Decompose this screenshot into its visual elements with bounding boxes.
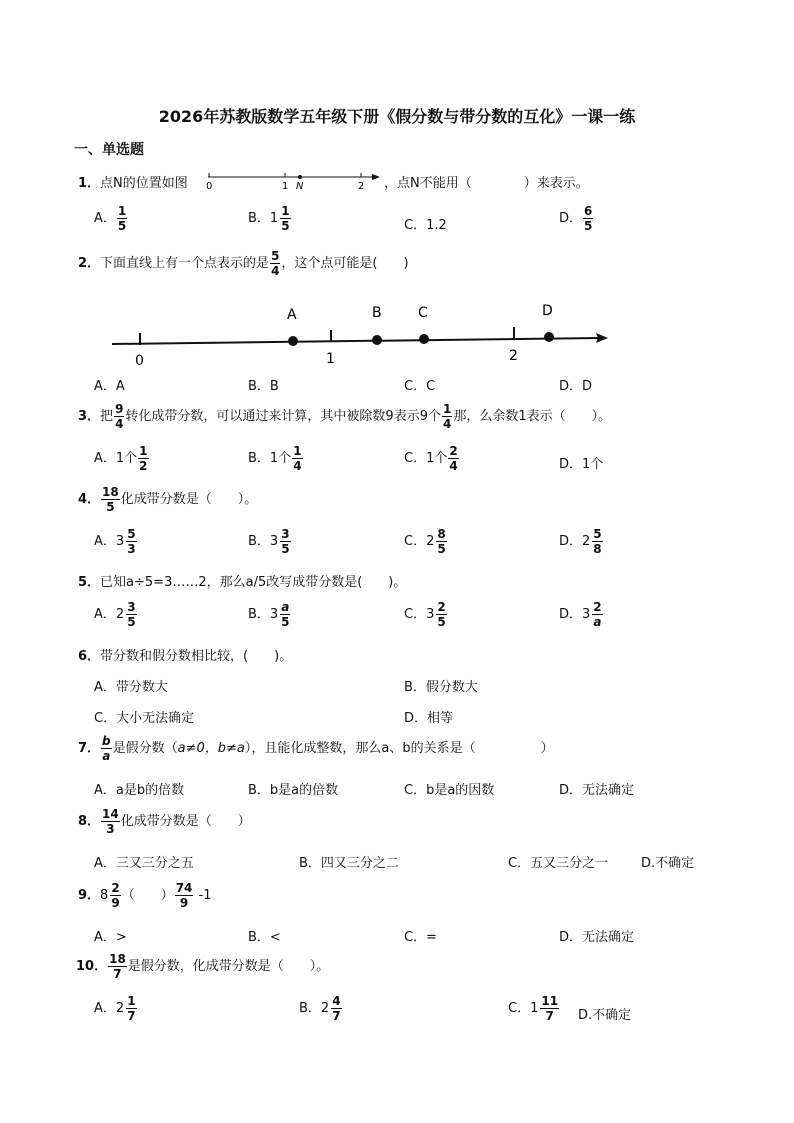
option-d[interactable]: D．1个 <box>559 457 604 472</box>
question-5: 5．已知a÷5=3……2，那么a/5改写成带分数是( )。 <box>78 575 407 590</box>
option-d[interactable]: D．无法确定 <box>559 783 635 798</box>
point-label: N <box>296 181 304 192</box>
option-c[interactable]: C．1个 $\frac{2}{4}$ <box>404 444 458 473</box>
tick-label: 2 <box>358 181 365 192</box>
question-1 <box>78 172 188 191</box>
question-text: 点N的位置如图 <box>100 176 188 191</box>
option-c[interactable]: C． 2 $\frac{8}{5}$ <box>404 527 446 556</box>
option-d[interactable]: D.不确定 <box>578 1008 632 1023</box>
mixed-number: 3 $\frac{5}{3}$ <box>115 527 136 556</box>
option-a[interactable]: A．1个 $\frac{1}{2}$ <box>94 444 148 473</box>
option-a[interactable]: A． 2 $\frac{1}{7}$ <box>94 994 136 1023</box>
fraction: $\frac{18}{7}$ <box>109 952 126 981</box>
fraction: $\frac{1}{5}$ <box>117 204 127 233</box>
mixed-number: 2 $\frac{8}{5}$ <box>426 527 446 556</box>
option-a[interactable]: A．带分数大 <box>94 680 168 695</box>
option-b[interactable]: B．1个 $\frac{1}{4}$ <box>248 444 302 473</box>
question-number: 4． <box>78 492 101 507</box>
mixed-number: 2 $\frac{3}{5}$ <box>115 600 136 629</box>
option-b[interactable]: B．B <box>248 379 279 394</box>
option-c[interactable]: C． 3 $\frac{2}{5}$ <box>404 600 446 629</box>
fraction: $\frac{5}{4}$ <box>271 249 280 278</box>
option-b[interactable]: B． 1 $\frac{1}{5}$ <box>248 204 290 233</box>
option-c[interactable]: C．大小无法确定 <box>94 711 195 726</box>
question-3: 3．把 $\frac{9}{4}$ 转化成带分数，可以通过来计算，其中被除数9表示9个 $\frac{1}{4}$ 那，么余数1表示（ ）。 <box>78 402 612 431</box>
mixed-number: 3 $\frac{2}{5}$ <box>426 600 446 629</box>
fraction: $\frac{74}{9}$ <box>175 881 193 910</box>
option-b[interactable]: B． 3 $\frac{3}{5}$ <box>248 527 290 556</box>
mixed-number: 1 $\frac{11}{7}$ <box>530 994 559 1023</box>
tick-label: 0 <box>135 353 144 367</box>
question-number: 7． <box>78 741 101 756</box>
question-number: 2． <box>78 256 101 271</box>
number-line-q1 <box>204 168 380 194</box>
option-a[interactable]: A．三又三分之五 <box>94 856 194 871</box>
option-a[interactable]: A．> <box>94 930 127 945</box>
option-b[interactable]: B． 2 $\frac{4}{7}$ <box>299 994 341 1023</box>
option-c[interactable]: C．1.2 <box>404 218 447 233</box>
tick-label: 0 <box>206 181 213 192</box>
option-b[interactable]: B． 3 $\frac{a}{5}$ <box>248 600 290 629</box>
question-number: 9． <box>78 888 101 903</box>
tick-label: 1 <box>326 351 335 367</box>
option-b[interactable]: B．< <box>248 930 281 945</box>
fraction: $\frac{14}{3}$ <box>102 807 119 836</box>
question-7: 7． $\frac{b}{a}$ 是假分数（a≠0，b≠a），且能化成整数，那么a、b的关系是（ ） <box>78 734 554 763</box>
mixed-number: 3 $\frac{2}{a}$ <box>582 600 602 629</box>
mixed-number: 2 $\frac{4}{7}$ <box>320 994 341 1023</box>
option-d[interactable]: D．无法确定 <box>559 930 635 945</box>
question-number: 3． <box>78 409 101 424</box>
answer-blank[interactable]: （ ） <box>121 888 174 903</box>
fraction: $\frac{9}{4}$ <box>115 402 124 431</box>
option-c[interactable]: C．C <box>404 379 436 394</box>
mixed-number: 8 $\frac{2}{9}$ <box>100 881 120 910</box>
document-title: 2026年苏教版数学五年级下册《假分数与带分数的互化》一课一练 <box>158 107 636 126</box>
fraction: $\frac{6}{5}$ <box>584 204 593 233</box>
option-a[interactable]: A．A <box>94 379 125 394</box>
option-c[interactable]: C．b是a的因数 <box>404 783 495 798</box>
point-label: C <box>418 305 428 321</box>
point-label: D <box>542 303 553 319</box>
fraction: $\frac{18}{5}$ <box>102 485 119 514</box>
point-label: B <box>372 305 382 321</box>
option-a[interactable]: A． $\frac{1}{5}$ <box>94 204 127 233</box>
tick-label: 2 <box>509 348 518 364</box>
question-4: 4． $\frac{18}{5}$ 化成带分数是（ ）。 <box>78 485 258 514</box>
mixed-number: 2 $\frac{1}{7}$ <box>115 994 136 1023</box>
mixed-number: 3 $\frac{3}{5}$ <box>269 527 290 556</box>
question-6: 6．带分数和假分数相比较，( )。 <box>78 649 293 664</box>
option-d[interactable]: D． $\frac{6}{5}$ <box>559 204 593 233</box>
option-d[interactable]: D． 3 $\frac{2}{a}$ <box>559 600 602 629</box>
option-d[interactable]: D．D <box>559 379 593 394</box>
option-a[interactable]: A． 2 $\frac{3}{5}$ <box>94 600 136 629</box>
mixed-number: 1 $\frac{1}{5}$ <box>269 204 290 233</box>
mixed-number: 2 $\frac{5}{8}$ <box>582 527 602 556</box>
option-c[interactable]: C．五又三分之一 <box>508 856 609 871</box>
tick-label: 1 <box>282 181 289 192</box>
fraction: $\frac{1}{4}$ <box>293 444 302 473</box>
option-a[interactable]: A．a是b的倍数 <box>94 783 185 798</box>
number-line-q2 <box>110 295 610 367</box>
question-8: 8． $\frac{14}{3}$ 化成带分数是（ ） <box>78 807 251 836</box>
question-10: 10． $\frac{18}{7}$ 是假分数，化成带分数是（ ）。 <box>76 952 330 981</box>
point-label: A <box>287 307 297 323</box>
question-number: 8． <box>78 814 101 829</box>
question-number: 6． <box>78 649 101 664</box>
option-c[interactable]: C．= <box>404 930 437 945</box>
option-d[interactable]: D.不确定 <box>641 856 695 871</box>
section-heading: 一、单选题 <box>74 142 144 158</box>
question-number: 10． <box>76 959 108 974</box>
option-b[interactable]: B．假分数大 <box>404 680 478 695</box>
mixed-number: 3 $\frac{a}{5}$ <box>269 600 290 629</box>
option-c[interactable]: C． 1 $\frac{11}{7}$ <box>508 994 559 1023</box>
question-number: 5． <box>78 575 101 590</box>
option-b[interactable]: B．b是a的倍数 <box>248 783 339 798</box>
fraction: $\frac{1}{2}$ <box>139 444 148 473</box>
question-2: 2．下面直线上有一个点表示的是 $\frac{5}{4}$ ，这个点可能是( ) <box>78 249 409 278</box>
option-b[interactable]: B．四又三分之二 <box>299 856 399 871</box>
question-text: ，点N不能用（ ）来表示。 <box>384 176 589 191</box>
fraction: $\frac{2}{4}$ <box>449 444 458 473</box>
option-a[interactable]: A． 3 $\frac{5}{3}$ <box>94 527 136 556</box>
question-9: 9． 8 $\frac{2}{9}$ （ ） $\frac{74}{9}$ -1 <box>78 881 212 910</box>
question-number: 1． <box>78 176 101 191</box>
option-d[interactable]: D． 2 $\frac{5}{8}$ <box>559 527 602 556</box>
option-d[interactable]: D．相等 <box>404 711 454 726</box>
fraction: $\frac{1}{4}$ <box>442 402 452 431</box>
fraction: $\frac{b}{a}$ <box>102 734 111 763</box>
